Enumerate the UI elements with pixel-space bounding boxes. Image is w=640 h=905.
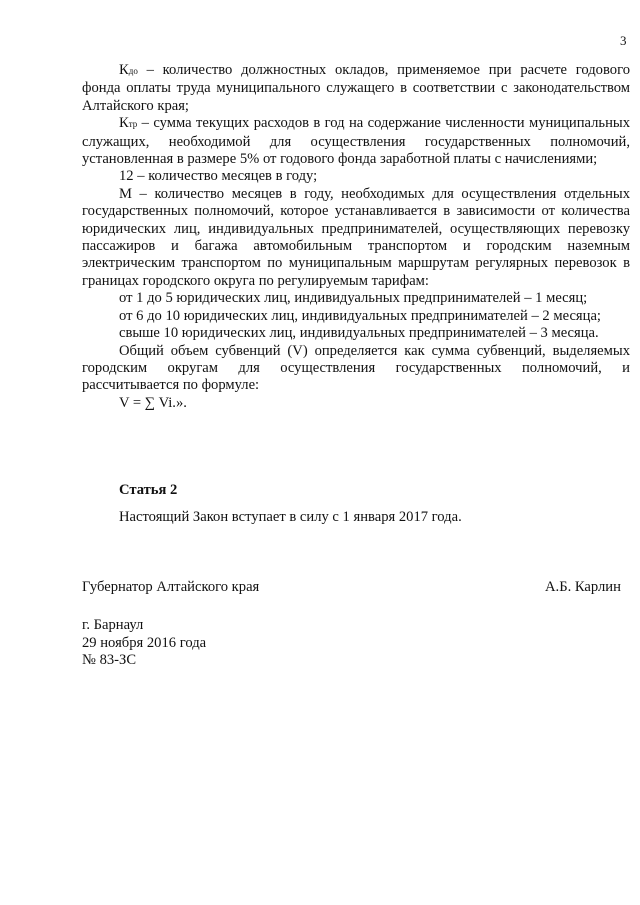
ktr-subscript: тр bbox=[128, 119, 138, 130]
article-title: Статья 2 bbox=[119, 482, 178, 498]
kdo-text: – количество должностных окладов, применяемое при расчете годового фонда оплаты труда муниципального служащего в соответствии с законодательством Алтайского края; bbox=[82, 62, 630, 114]
page-number: 3 bbox=[620, 33, 627, 48]
kdo-symbol: К bbox=[119, 62, 129, 78]
paragraph-months-in-year: 12 – количество месяцев в году; bbox=[119, 168, 318, 185]
ktr-symbol: К bbox=[119, 115, 129, 132]
paragraph-m-definition: М – количество месяцев в году, необходимых для осуществления отдельных государственных полномочий, которое устанавливается в зависимости от количества юридических лиц, индивидуальных предпринимателей, осуществляющих перевозку пассажиров и багажа автомобильным транспортом и городским наземным электрическим транспортом по муниципальным маршрутам регулярных перевозок в границах городского округа по регулируемым тарифам: bbox=[82, 185, 630, 289]
paragraph-tier-2: от 6 до 10 юридических лиц, индивидуальных предпринимателей – 2 месяца; bbox=[119, 307, 601, 324]
law-number: № 83-ЗС bbox=[82, 652, 137, 669]
document-body bbox=[82, 62, 630, 412]
ktr-text: – сумма текущих расходов в год на содержание численности муниципальных служащих, необходимой для осуществления государственных полномочий, установленная в размере 5% от годового фонда заработной платы с начислениями; bbox=[82, 115, 630, 168]
paragraph-tier-3: свыше 10 юридических лиц, индивидуальных предпринимателей – 3 месяца. bbox=[119, 325, 599, 342]
paragraph-ktr-definition bbox=[82, 115, 630, 168]
kdo-subscript: до bbox=[128, 66, 138, 76]
signatory-name: А.Б. Карлин bbox=[545, 579, 621, 595]
document-meta bbox=[82, 617, 206, 670]
signatory-position: Губернатор Алтайского края bbox=[82, 579, 260, 595]
paragraph-total-volume: Общий объем субвенций (V) определяется как сумма субвенций, выделяемых городским округам для осуществления государственных полномочий, и рассчитывается по формуле: bbox=[82, 342, 630, 394]
article-text: Настоящий Закон вступает в силу с 1 января 2017 года. bbox=[119, 509, 462, 525]
paragraph-kdo-definition bbox=[82, 62, 630, 115]
paragraph-tier-1: от 1 до 5 юридических лиц, индивидуальных предпринимателей – 1 месяц; bbox=[119, 290, 588, 307]
city: г. Барнаул bbox=[82, 617, 144, 633]
date: 29 ноября 2016 года bbox=[82, 634, 207, 651]
formula: V = ∑ Vi.». bbox=[119, 394, 187, 411]
